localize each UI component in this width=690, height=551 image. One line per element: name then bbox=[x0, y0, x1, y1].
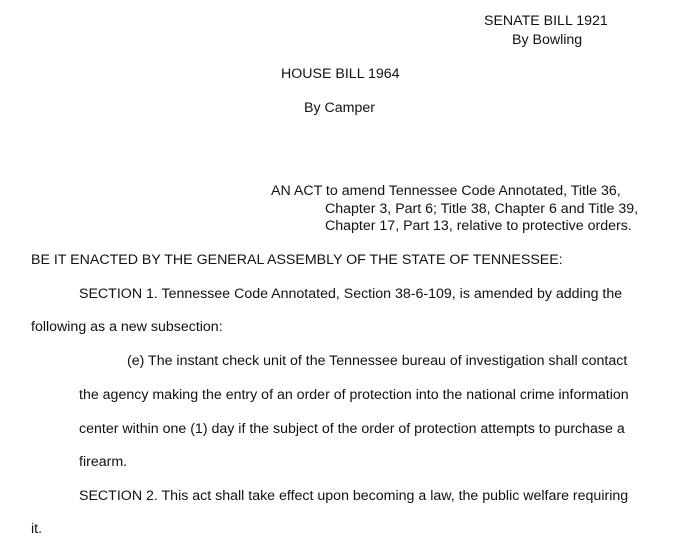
caption-line-2: Chapter 3, Part 6; Title 38, Chapter 6 and Title 39, bbox=[325, 201, 639, 217]
subsection-e-line-2: the agency making the entry of an order of protection into the national crime information bbox=[79, 387, 629, 403]
subsection-e-line-4: firearm. bbox=[79, 454, 128, 470]
house-bill-number: HOUSE BILL 1964 bbox=[281, 66, 400, 82]
caption-line-3: Chapter 17, Part 13, relative to protective orders. bbox=[325, 218, 632, 234]
enacting-clause: BE IT ENACTED BY THE GENERAL ASSEMBLY OF THE STATE OF TENNESSEE: bbox=[31, 252, 563, 268]
subsection-e-line-1: (e) The instant check unit of the Tennessee bureau of investigation shall contact bbox=[127, 353, 628, 369]
senate-bill-number: SENATE BILL 1921 bbox=[484, 13, 608, 29]
section-2-line-1: SECTION 2. This act shall take effect upon becoming a law, the public welfare requiring bbox=[79, 488, 629, 504]
subsection-e-line-3: center within one (1) day if the subject of the order of protection attempts to purchase a bbox=[79, 421, 625, 437]
senate-bill-sponsor: By Bowling bbox=[512, 32, 583, 48]
section-1-line-1: SECTION 1. Tennessee Code Annotated, Section 38-6-109, is amended by adding the bbox=[79, 286, 623, 302]
section-2-line-2: it. bbox=[31, 521, 43, 537]
section-1-line-2: following as a new subsection: bbox=[31, 319, 223, 335]
house-bill-sponsor: By Camper bbox=[304, 100, 375, 116]
caption-line-1: AN ACT to amend Tennessee Code Annotated, Title 36, bbox=[271, 183, 621, 199]
